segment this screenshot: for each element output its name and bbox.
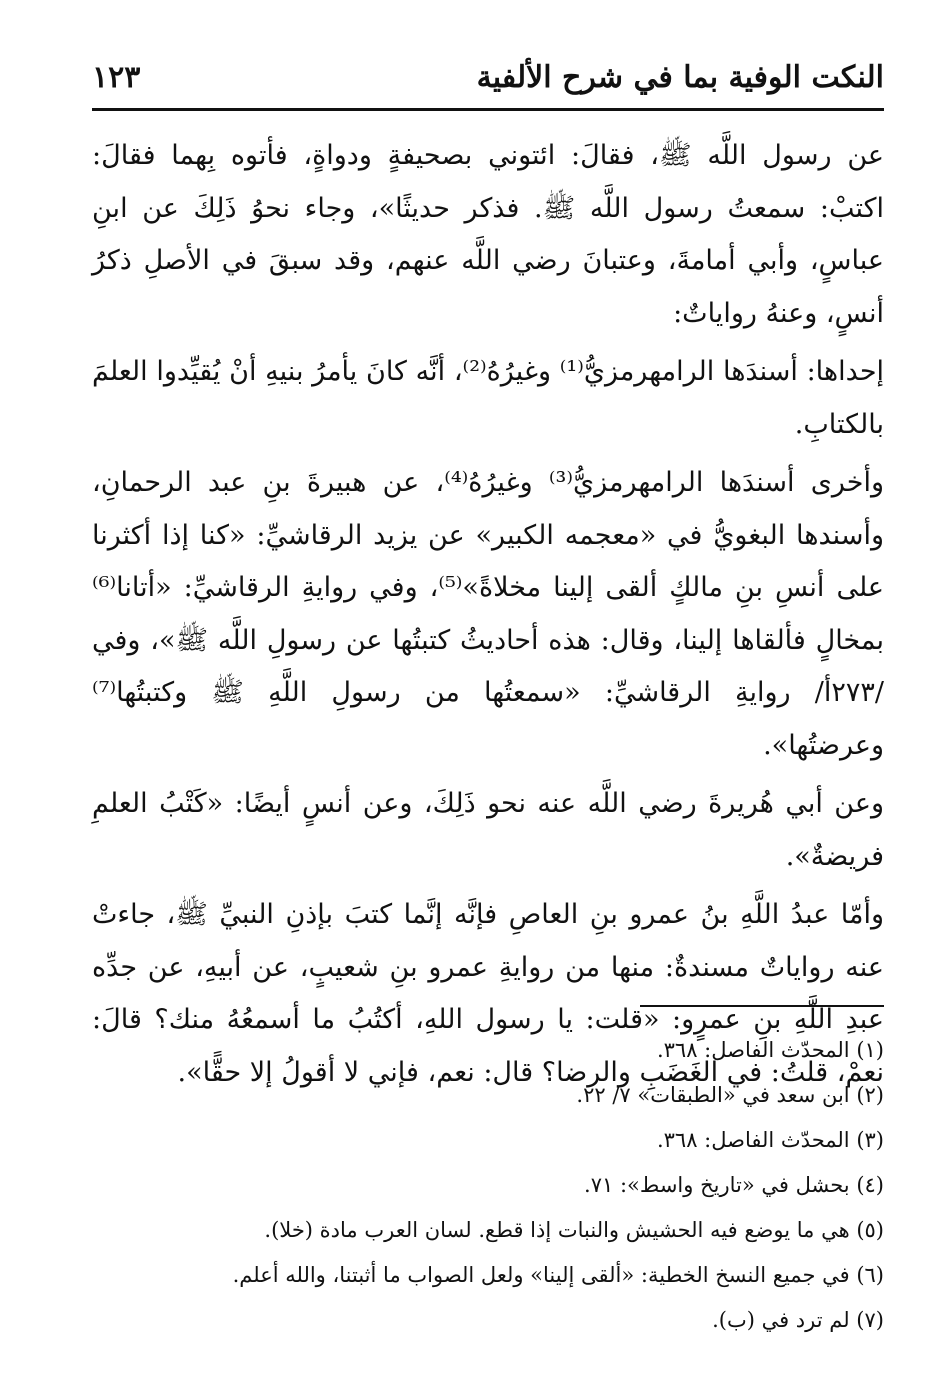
footnote-6: (٦) في جميع النسخ الخطية: «ألقى إلينا» ولعل الصواب ما أثبتنا، والله أعلم. bbox=[232, 1263, 884, 1287]
header-rule bbox=[92, 108, 884, 111]
paragraph-3: وأخرى أسندَها الرامهرمزيُّ⁽³⁾ وغيرُهُ⁽⁴⁾، عن هبيرةَ بنِ عبد الرحمانِ، وأسندها البغويُّ في «معجمه الكبير» عن يزيد الرقاشيِّ: «كنا إذا أكثرنا على أنسِ بنِ مالكٍ ألقى إلينا مخلاةً»⁽⁵⁾، وفي روايةِ الرقاشيِّ: «أتانا⁽⁶⁾ بمخالٍ فألقاها إلينا، وقال: هذه أحاديثُ كتبتُها عن رسولِ اللَّه ﷺ»، وفي /٢٧٣أ/ روايةِ الرقاشيِّ: «سمعتُها من رسولِ اللَّهِ ﷺ وكتبتُها⁽⁷⁾ وعرضتُها». bbox=[92, 467, 884, 761]
paragraph-2: إحداها: أسندَها الرامهرمزيُّ⁽¹⁾ وغيرُهُ⁽²⁾، أنَّه كانَ يأمرُ بنيهِ أنْ يُقيِّدوا العلمَ بالكتابِ. bbox=[92, 356, 885, 440]
running-title: النكت الوفية بما في شرح الألفية bbox=[476, 60, 884, 95]
footnote-1: (١) المحدّث الفاصل: ٣٦٨. bbox=[656, 1038, 884, 1062]
footnote-3: (٣) المحدّث الفاصل: ٣٦٨. bbox=[656, 1128, 884, 1152]
footnote-4: (٤) بحشل في «تاريخ واسط»: ٧١. bbox=[584, 1173, 884, 1197]
footnote-separator bbox=[640, 1005, 884, 1007]
paragraph-5: وأمّا عبدُ اللَّهِ بنُ عمرو بنِ العاصِ فإنَّه إنَّما كتبَ بإذنِ النبيِّ ﷺ، جاءتْ عنه رواياتٌ مسندةٌ: منها من روايةِ عمرو بنِ شعيبٍ، عن أبيهِ، عن جدِّه عبدِ اللَّهِ بنِ عمرٍو: «قلت: يا رسول اللهِ، أكتُبُ ما أسمعُهُ منك؟ قالَ: نعمْ، قلتُ: في الغَضَبِ والرضا؟ قال: نعم، فإني لا أقولُ إلا حقًّا». bbox=[92, 899, 884, 1088]
page-number: ١٢٣ bbox=[92, 60, 141, 95]
footnote-7: (٧) لم ترد في (ب). bbox=[712, 1308, 884, 1332]
footnotes bbox=[92, 1028, 884, 1343]
paragraph-4: وعن أبي هُريرةَ رضي اللَّه عنه نحو ذَلِكَ، وعن أنسٍ أيضًا: «كَتْبُ العلمِ فريضةٌ». bbox=[92, 788, 884, 872]
page-header bbox=[92, 52, 884, 106]
footnote-5: (٥) هي ما يوضع فيه الحشيش والنبات إذا قطع. لسان العرب مادة (خلا). bbox=[264, 1218, 884, 1242]
paragraph-1: عن رسول اللَّه ﷺ، فقالَ: ائتوني بصحيفةٍ ودواةٍ، فأتوه بِهما فقالَ: اكتبْ: سمعتُ رسول اللَّه ﷺ. فذكر حديثًا»، وجاء نحوُ ذَلِكَ عن ابنِ عباسٍ، وأبي أمامةَ، وعتبانَ رضي اللَّه عنهم، وقد سبقَ في الأصلِ ذكرُ أنسٍ، وعنهُ رواياتٌ: bbox=[92, 140, 884, 329]
footnote-2: (٢) ابن سعد في «الطبقات» ٧/ ٢٢. bbox=[576, 1083, 884, 1107]
main-text bbox=[92, 130, 884, 1099]
